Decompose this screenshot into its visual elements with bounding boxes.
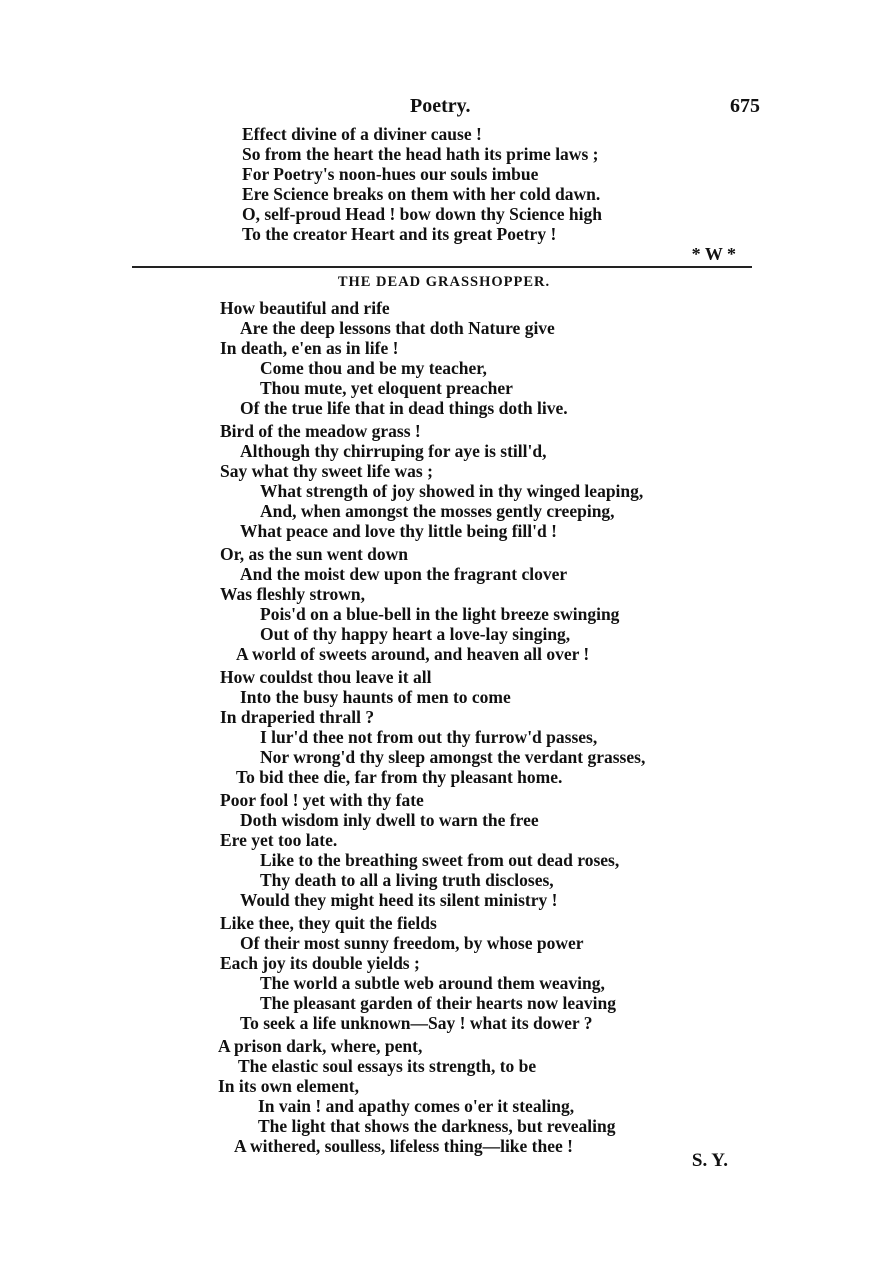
poem-line: The pleasant garden of their hearts now leaving (260, 993, 616, 1013)
poem-line: Thou mute, yet eloquent preacher (260, 378, 513, 398)
poem-line: Ere yet too late. (220, 830, 338, 850)
poem-line: In vain ! and apathy comes o'er it stealing, (258, 1096, 575, 1116)
poem-line: Like to the breathing sweet from out dead roses, (260, 850, 620, 870)
poem-line: O, self-proud Head ! bow down thy Science high (242, 204, 602, 224)
section-divider (132, 266, 752, 268)
poem-line: I lur'd thee not from out thy furrow'd passes, (260, 727, 598, 747)
poem-line: And, when amongst the mosses gently creeping, (260, 501, 615, 521)
poem-line: Pois'd on a blue-bell in the light breeze swinging (260, 604, 620, 624)
poem-line: Was fleshly strown, (220, 584, 366, 604)
poem-line: Nor wrong'd thy sleep amongst the verdant grasses, (260, 747, 646, 767)
running-head: Poetry. (410, 95, 471, 117)
poem-line: A withered, soulless, lifeless thing—like thee ! (234, 1136, 573, 1156)
poem-line: For Poetry's noon-hues our souls imbue (242, 164, 539, 184)
poem-line: To seek a life unknown—Say ! what its dower ? (240, 1013, 593, 1033)
poem-line: How couldst thou leave it all (220, 667, 432, 687)
poem-line: A prison dark, where, pent, (218, 1036, 423, 1056)
poem-line: How beautiful and rife (220, 298, 390, 318)
poem-line: Effect divine of a diviner cause ! (242, 124, 482, 144)
poem-line: Are the deep lessons that doth Nature give (240, 318, 555, 338)
page-number: 675 (730, 95, 760, 117)
poem-line: What strength of joy showed in thy winged leaping, (260, 481, 644, 501)
poem-line: Of the true life that in dead things doth live. (240, 398, 568, 418)
poem-line: So from the heart the head hath its prime laws ; (242, 144, 599, 164)
poem-line: Or, as the sun went down (220, 544, 409, 564)
poem-title: THE DEAD GRASSHOPPER. (337, 274, 551, 290)
poem-author: S. Y. (691, 1150, 728, 1171)
poem-line: A world of sweets around, and heaven all over ! (236, 644, 590, 664)
poem-line: In its own element, (218, 1076, 359, 1096)
poem-line: Ere Science breaks on them with her cold dawn. (242, 184, 601, 204)
poem-line: Bird of the meadow grass ! (220, 421, 421, 441)
poem-line: Come thou and be my teacher, (260, 358, 487, 378)
poem-line: Thy death to all a living truth discloses, (260, 870, 554, 890)
poem-line: Each joy its double yields ; (220, 953, 420, 973)
poem-line: In death, e'en as in life ! (220, 338, 399, 358)
poem-line: Of their most sunny freedom, by whose power (240, 933, 584, 953)
poem-line: And the moist dew upon the fragrant clover (240, 564, 568, 584)
poem-line: What peace and love thy little being fill'd ! (240, 521, 557, 541)
poem-line: The elastic soul essays its strength, to be (238, 1056, 537, 1076)
poem-line: Say what thy sweet life was ; (220, 461, 433, 481)
poem-line: Poor fool ! yet with thy fate (220, 790, 424, 810)
poem-line: To bid thee die, far from thy pleasant home. (236, 767, 563, 787)
poem-line: The world a subtle web around them weaving, (260, 973, 605, 993)
poem-line: Out of thy happy heart a love-lay singing, (260, 624, 571, 644)
poem-signature: * W * (691, 244, 736, 264)
poem-line: Doth wisdom inly dwell to warn the free (240, 810, 539, 830)
poem-line: Into the busy haunts of men to come (240, 687, 511, 707)
poem-line: To the creator Heart and its great Poetry ! (242, 224, 557, 244)
poem-line: Although thy chirruping for aye is still'd, (240, 441, 547, 461)
poem-line: Like thee, they quit the fields (220, 913, 437, 933)
poem-line: Would they might heed its silent ministry ! (240, 890, 558, 910)
poem-line: In draperied thrall ? (220, 707, 375, 727)
poem-line: The light that shows the darkness, but revealing (258, 1116, 616, 1136)
